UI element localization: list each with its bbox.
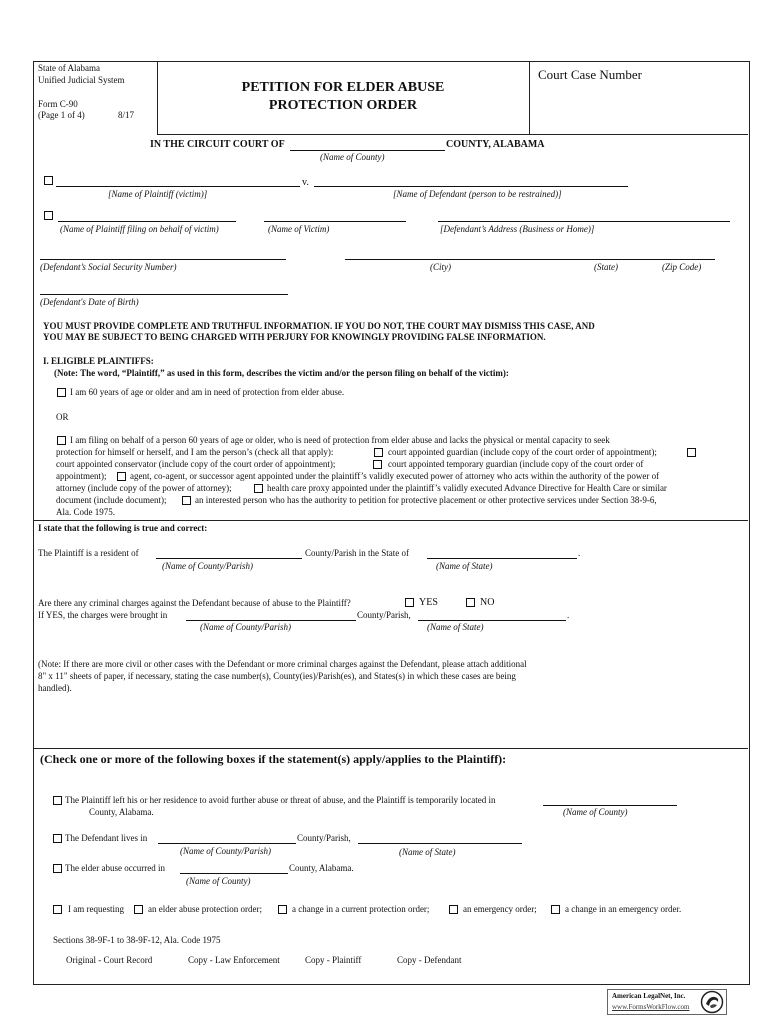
behalf-line2: protection for himself or herself, and I am the person’s (check all that apply):: [56, 447, 334, 457]
change-protection-order-checkbox[interactable]: [278, 905, 287, 914]
filer-checkbox[interactable]: [44, 211, 53, 220]
section1-note: (Note: The word, “Plaintiff,” as used in this form, describes the victim and/or the person filing on behalf of the victim):: [54, 368, 509, 378]
temp-guardian-label: court appointed temporary guardian (include copy of the court order of: [388, 459, 644, 469]
city-caption: (City): [430, 262, 451, 272]
defendant-lives-county-label: County/Parish,: [297, 833, 351, 843]
abuse-occurred-county-caption: (Name of County): [186, 876, 251, 886]
guardian-label: court appointed guardian (include copy of the court order of appointment);: [388, 447, 657, 457]
state-label: State of Alabama: [38, 63, 100, 73]
check-section-rule: [33, 748, 748, 749]
temp-location-county-field[interactable]: [543, 805, 677, 806]
requesting-label: I am requesting: [68, 904, 124, 914]
filer-caption: (Name of Plaintiff filing on behalf of victim): [60, 224, 219, 234]
dob-caption: (Defendant's Date of Birth): [40, 297, 139, 307]
case-number-field[interactable]: [532, 86, 744, 130]
change-protection-order-label: a change in a current protection order;: [292, 904, 430, 914]
header-divider-right: [529, 61, 530, 134]
protection-order-label: an elder abuse protection order;: [148, 904, 262, 914]
charges-state-field[interactable]: [418, 620, 566, 621]
resident-state-caption: (Name of State): [436, 561, 493, 571]
interested-person-checkbox[interactable]: [182, 496, 191, 505]
footer-company: American LegalNet, Inc.: [612, 992, 686, 1000]
resident-prefix: The Plaintiff is a resident of: [38, 548, 139, 558]
charges-question: Are there any criminal charges against the Defendant because of abuse to the Plaintiff?: [38, 598, 351, 608]
defendant-address-field[interactable]: [438, 221, 730, 222]
county-caption: (Name of County): [320, 152, 385, 162]
poa-label: attorney (include copy of the power of attorney);: [56, 483, 232, 493]
left-residence-checkbox[interactable]: [53, 796, 62, 805]
abuse-occurred-label: The elder abuse occurred in: [65, 863, 165, 873]
versus-label: v.: [302, 177, 309, 188]
footer-url[interactable]: www.FormsWorkFlow.com: [612, 1003, 690, 1011]
address-caption: [Defendant’s Address (Business or Home)]: [440, 224, 595, 234]
plaintiff-checkbox[interactable]: [44, 176, 53, 185]
document-label: document (include document);: [56, 495, 167, 505]
ssn-field[interactable]: [40, 259, 286, 260]
ala-code-label: Ala. Code 1975.: [56, 507, 115, 517]
zip-caption: (Zip Code): [662, 262, 702, 272]
proxy-label: health care proxy appointed under the plaintiff’s validly executed Advance Directive for Health Care or similar: [267, 483, 667, 493]
filer-name-field[interactable]: [58, 221, 236, 222]
resident-state-field[interactable]: [427, 558, 577, 559]
warning-line2: YOU MAY BE SUBJECT TO BEING CHARGED WITH PERJURY FOR KNOWINGLY PROVIDING FALSE INFORMATION.: [43, 332, 546, 342]
resident-county-field[interactable]: [156, 558, 302, 559]
plaintiff-name-field[interactable]: [56, 186, 300, 187]
city-state-zip-field[interactable]: [345, 259, 715, 260]
county-field[interactable]: [290, 150, 445, 151]
defendant-lives-checkbox[interactable]: [53, 834, 62, 843]
victim-name-field[interactable]: [264, 221, 406, 222]
victim-caption: (Name of Victim): [268, 224, 330, 234]
charges-county-field[interactable]: [186, 620, 356, 621]
state-caption: (State): [594, 262, 618, 272]
copy-original: Original - Court Record: [66, 955, 153, 965]
system-label: Unified Judicial System: [38, 75, 125, 85]
left-residence-county: County, Alabama.: [89, 807, 154, 817]
agent-checkbox[interactable]: [117, 472, 126, 481]
check-section-heading: (Check one or more of the following boxes if the statement(s) apply/applies to the Plaintiff):: [40, 752, 507, 766]
behalf-checkbox[interactable]: [57, 436, 66, 445]
temp-guardian-checkbox[interactable]: [373, 460, 382, 469]
or-label: OR: [56, 412, 69, 422]
guardian-checkbox[interactable]: [374, 448, 383, 457]
resident-period: .: [578, 548, 581, 558]
form-title-line2: PROTECTION ORDER: [268, 98, 418, 113]
cases-note-line2: 8" x 11" sheets of paper, if necessary, stating the case number(s), County(ies)/Parish(es), and States(s) in which these cases are being: [38, 671, 516, 681]
warning-line1: YOU MUST PROVIDE COMPLETE AND TRUTHFUL INFORMATION. IF YOU DO NOT, THE COURT MAY DISMISS THIS CASE, AND: [43, 321, 595, 331]
defendant-lives-state-caption: (Name of State): [399, 847, 456, 857]
agent-label: agent, co-agent, or successor agent appointed under the plaintiff’s validly executed power of attorney who acts within the authority of the power of: [130, 471, 660, 481]
court-suffix: COUNTY, ALABAMA: [446, 139, 545, 150]
cases-note-line3: handled).: [38, 683, 72, 693]
copy-defendant: Copy - Defendant: [397, 955, 462, 965]
change-emergency-order-label: a change in an emergency order.: [565, 904, 682, 914]
page-number: (Page 1 of 4): [38, 110, 85, 120]
statement-rule: [33, 520, 748, 521]
defendant-lives-state-field[interactable]: [358, 843, 522, 844]
case-number-label: Court Case Number: [538, 67, 642, 82]
sections-citation: Sections 38-9F-1 to 38-9F-12, Ala. Code 1975: [53, 935, 221, 945]
proxy-checkbox[interactable]: [254, 484, 263, 493]
resident-mid: County/Parish in the State of: [305, 548, 409, 558]
eagle-logo-icon: [700, 990, 724, 1014]
section1-heading: I. ELIGIBLE PLAINTIFFS:: [43, 356, 154, 366]
cases-note-line1: (Note: If there are more civil or other cases with the Defendant or more criminal charges against the Defendant, please attach additional: [38, 659, 527, 669]
emergency-order-checkbox[interactable]: [449, 905, 458, 914]
left-residence-label: The Plaintiff left his or her residence to avoid further abuse or threat of abuse, and the Plaintiff is temporarily located in: [65, 795, 496, 805]
charges-yes-checkbox[interactable]: [405, 598, 414, 607]
abuse-occurred-county-label: County, Alabama.: [289, 863, 354, 873]
emergency-order-label: an emergency order;: [463, 904, 537, 914]
form-number: Form C-90: [38, 99, 78, 109]
appointment-label: appointment);: [56, 471, 107, 481]
defendant-lives-county-field[interactable]: [158, 843, 296, 844]
header-bottom-rule: [157, 134, 748, 135]
charges-yes-label: YES: [419, 597, 438, 608]
charges-state-caption: (Name of State): [427, 622, 484, 632]
defendant-caption: [Name of Defendant (person to be restrained)]: [393, 189, 562, 199]
defendant-lives-county-caption: (Name of County/Parish): [180, 846, 271, 856]
age-option: I am 60 years of age or older and am in need of protection from elder abuse.: [70, 387, 345, 397]
defendant-lives-label: The Defendant lives in: [65, 833, 148, 843]
temp-location-county-caption: (Name of County): [563, 807, 628, 817]
charges-period: .: [567, 610, 570, 620]
behalf-line1: I am filing on behalf of a person 60 years of age or older, who is need of protection from elder abuse and lacks the physical or mental capacity to seek: [70, 435, 610, 445]
charges-county-caption: (Name of County/Parish): [200, 622, 291, 632]
charges-county-label: County/Parish,: [357, 610, 411, 620]
interested-person-label: an interested person who has the authority to petition for protective placement or other protective services under Section 38-9-6,: [195, 495, 657, 505]
change-emergency-order-checkbox[interactable]: [551, 905, 560, 914]
plaintiff-caption: [Name of Plaintiff (victim)]: [108, 189, 208, 199]
defendant-name-field[interactable]: [314, 186, 628, 187]
charges-where: If YES, the charges were brought in: [38, 610, 168, 620]
dob-field[interactable]: [40, 294, 288, 295]
abuse-occurred-checkbox[interactable]: [53, 864, 62, 873]
statement-heading: I state that the following is true and correct:: [38, 523, 208, 533]
protection-order-checkbox[interactable]: [134, 905, 143, 914]
form-date: 8/17: [118, 110, 135, 120]
ssn-caption: (Defendant’s Social Security Number): [40, 262, 177, 272]
requesting-checkbox[interactable]: [53, 905, 62, 914]
conservator-label: court appointed conservator (include copy of the court order of appointment);: [56, 459, 336, 469]
court-prefix: IN THE CIRCUIT COURT OF: [150, 139, 285, 150]
charges-no-checkbox[interactable]: [466, 598, 475, 607]
copy-law-enforcement: Copy - Law Enforcement: [188, 955, 280, 965]
resident-county-caption: (Name of County/Parish): [162, 561, 253, 571]
copy-plaintiff: Copy - Plaintiff: [305, 955, 362, 965]
form-title-line1: PETITION FOR ELDER ABUSE: [241, 80, 445, 95]
charges-no-label: NO: [480, 597, 495, 608]
age-checkbox[interactable]: [57, 388, 66, 397]
abuse-occurred-county-field[interactable]: [180, 873, 288, 874]
guardian-checkbox-2[interactable]: [687, 448, 696, 457]
